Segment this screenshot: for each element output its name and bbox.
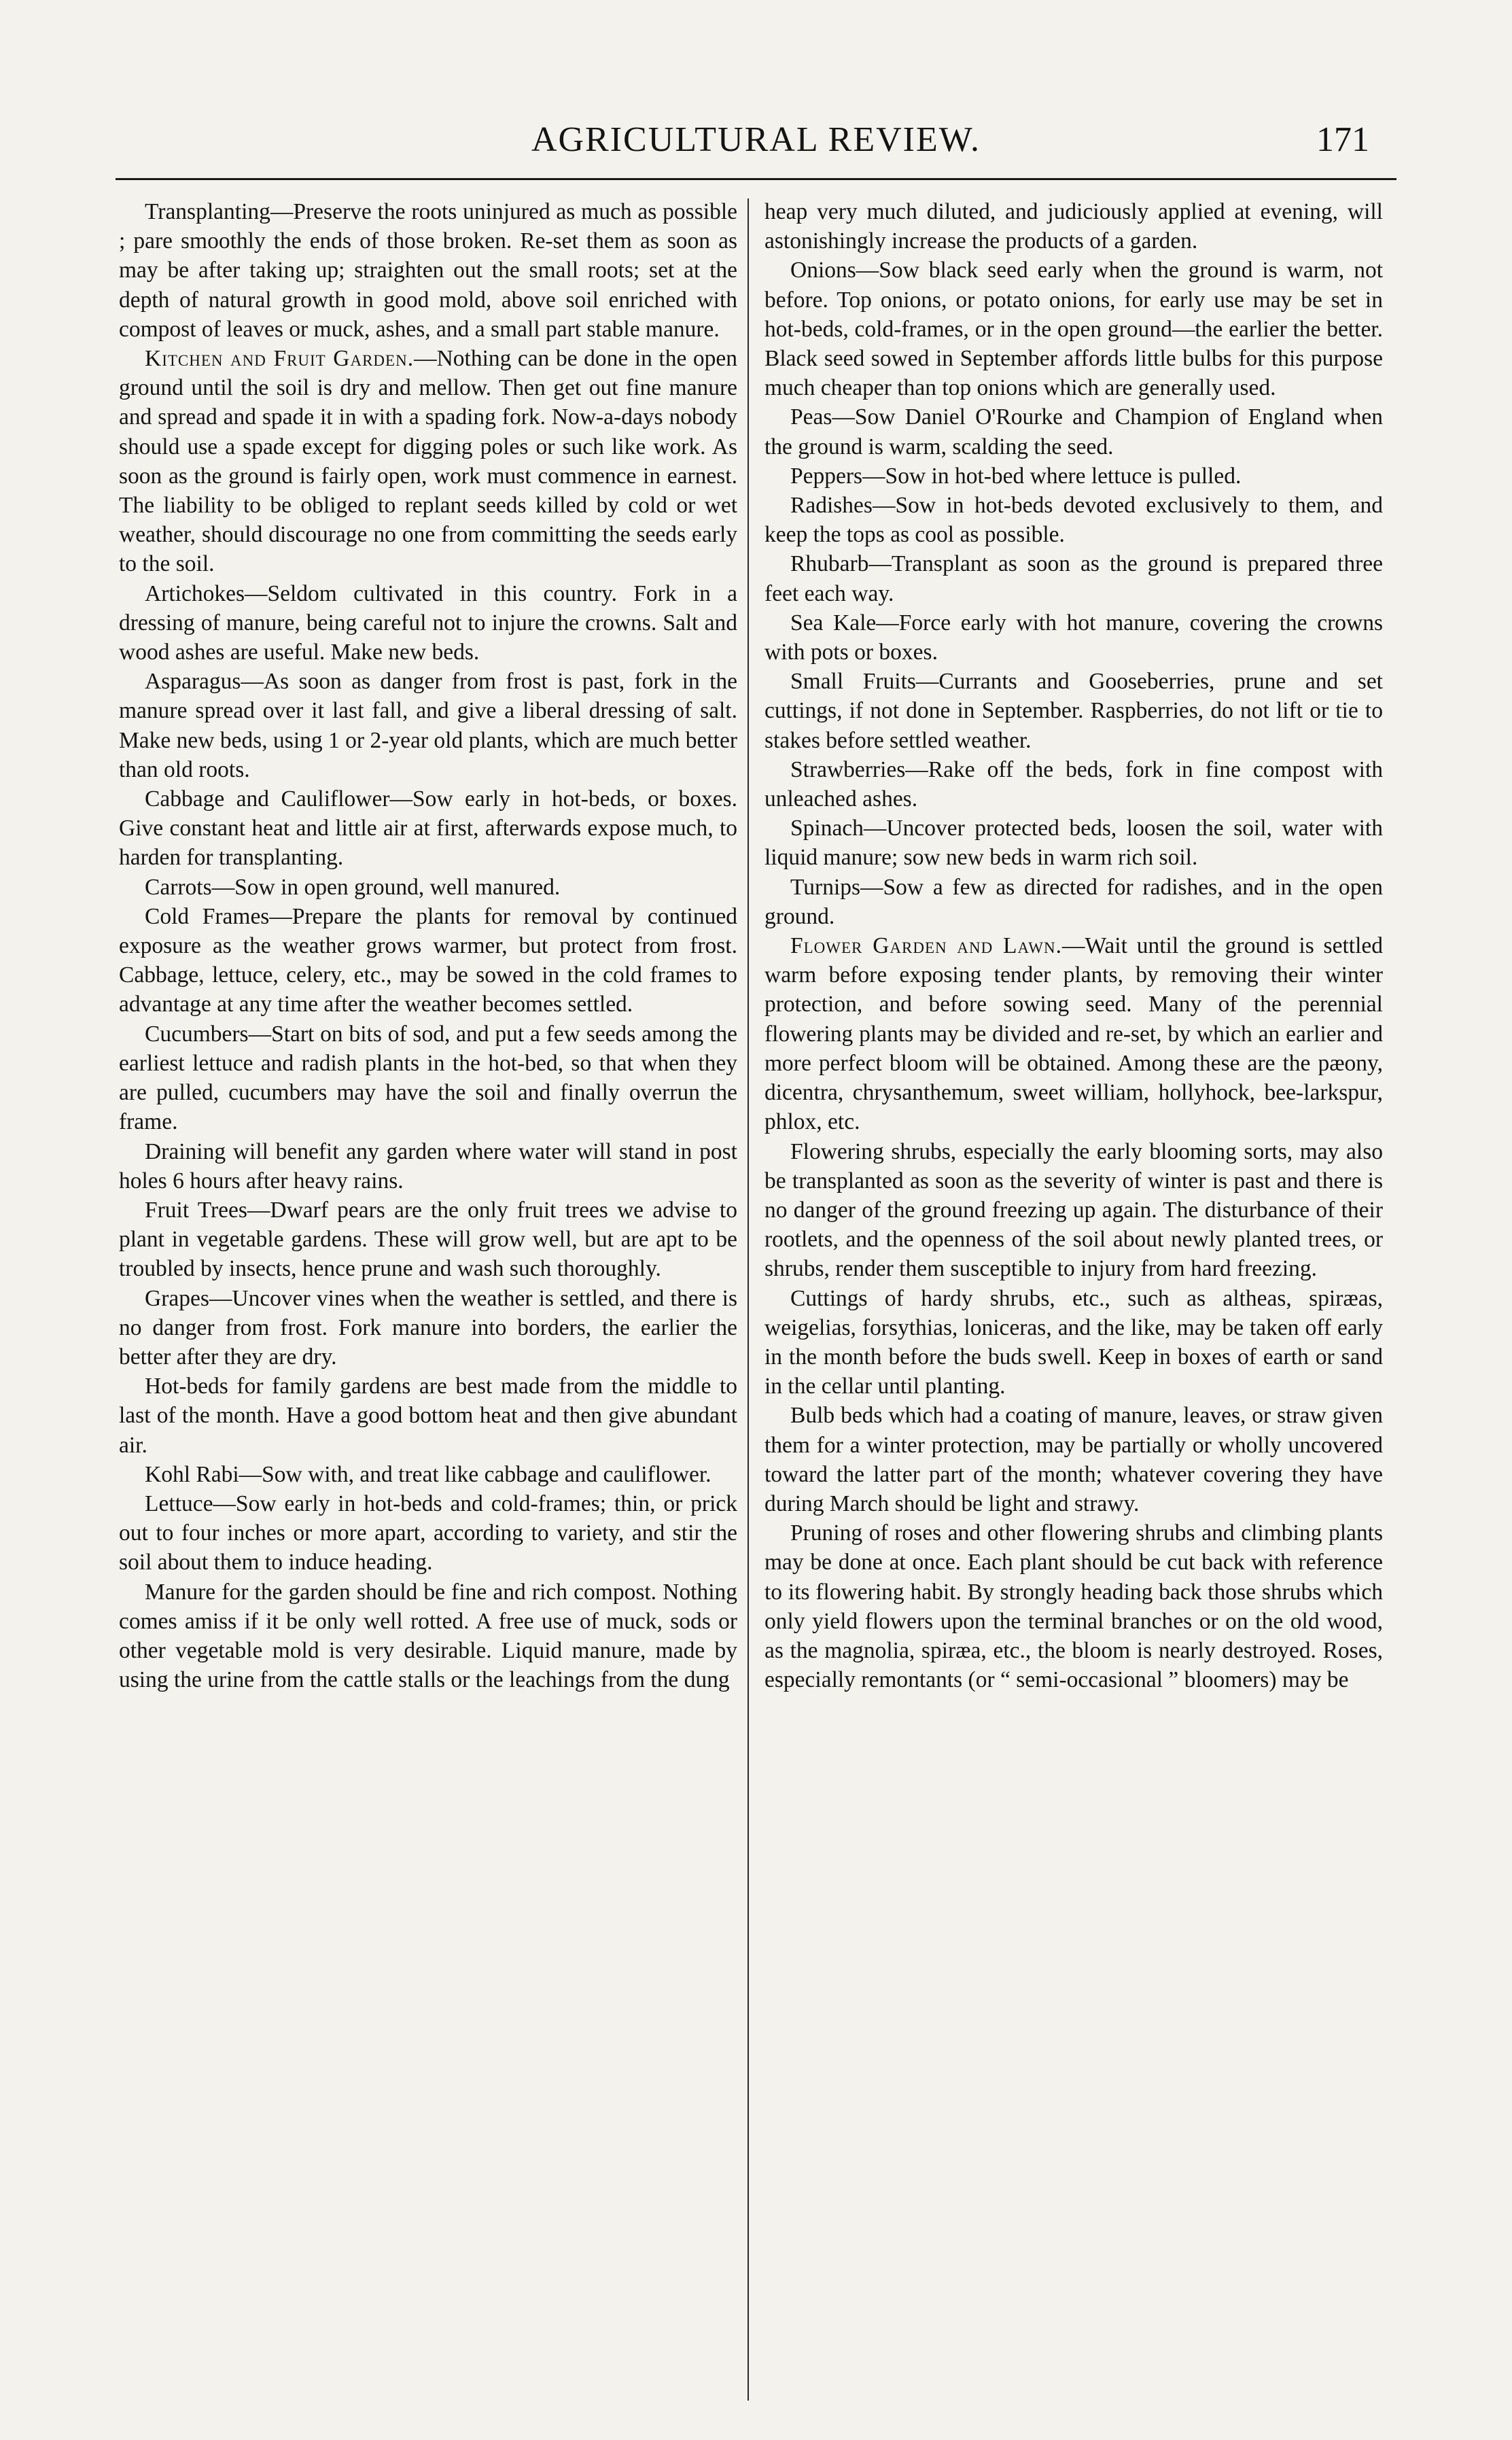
paragraph-manure: Manure for the garden should be fine and rich compost. Nothing comes amiss if it be only well rotted. A free use of muck, sods or other vegetable mold is very desirable. Liquid manure, made by using the urine from the cattle stalls or the leachings from the dung [119, 1579, 737, 1693]
paragraph-manure-continued: heap very much diluted, and judiciously applied at evening, will astonishingly increase the products of a garden. [764, 199, 1383, 254]
header-rule [116, 178, 1396, 180]
paragraph-asparagus: Asparagus—As soon as danger from frost is past, fork in the manure spread over it last fall, and give a liberal dressing of salt. Make new beds, using 1 or 2-year old plants, which are much better than old roots. [119, 669, 737, 782]
paragraph-cabbage: Cabbage and Cauliflower—Sow early in hot-beds, or boxes. Give constant heat and little air at first, afterwards expose much, to harden for transplanting. [119, 786, 737, 871]
left-column [119, 197, 737, 2413]
section-body-flower-garden-lawn: —Wait until the ground is settled warm before exposing tender plants, by removing their winter protection, and before sowing seed. Many of the perennial flowering plants may be divided and re-set, by which an earlier and more perfect bloom will be obtained. Among these are the pæony, dicentra, chrysanthemum, sweet william, hollyhock, bee-larkspur, phlox, etc. [764, 933, 1383, 1135]
paragraph-peppers: Peppers—Sow in hot-bed where lettuce is pulled. [790, 463, 1242, 489]
paragraph-grapes: Grapes—Uncover vines when the weather is settled, and there is no danger from frost. Fork manure into borders, the earlier the better after they are dry. [119, 1285, 737, 1370]
paragraph-sea-kale: Sea Kale—Force early with hot manure, covering the crowns with pots or boxes. [764, 610, 1383, 665]
paragraph-lettuce: Lettuce—Sow early in hot-beds and cold-frames; thin, or prick out to four inches or more apart, according to variety, and stir the soil about them to induce heading. [119, 1491, 737, 1575]
paragraph-spinach: Spinach—Uncover protected beds, loosen the soil, water with liquid manure; sow new beds in warm rich soil. [764, 816, 1383, 871]
paragraph-flowering-shrubs: Flowering shrubs, especially the early blooming sorts, may also be transplanted as soon as the severity of winter is past and there is no danger of the ground freezing up again. The disturbance of their rootlets, and the openness of the soil about newly planted trees, or shrubs, render them susceptible to injury from hard freezing. [764, 1138, 1383, 1282]
paragraph-flower-garden-lawn [764, 931, 1383, 1136]
paragraph-draining: Draining will benefit any garden where water will stand in post holes 6 hours after heavy rains. [119, 1138, 737, 1193]
page-number: 171 [1316, 120, 1369, 159]
right-column [764, 197, 1383, 2413]
paragraph-onions: Onions—Sow black seed early when the ground is warm, not before. Top onions, or potato onions, for early use may be set in hot-beds, cold-frames, or in the open ground—the earlier the better. Black seed sowed in September affords little bulbs for this purpose much cheaper than top onions which are generally used. [764, 258, 1383, 401]
section-heading-kitchen-fruit-garden: Kitchen and Fruit Garden. [145, 346, 415, 372]
paragraph-cold-frames: Cold Frames—Prepare the plants for removal by continued exposure as the weather grows warmer, but protect from frost. Cabbage, lettuce, celery, etc., may be sowed in the cold frames to advantage at any time after the weather becomes settled. [119, 903, 737, 1017]
paragraph-cuttings: Cuttings of hardy shrubs, etc., such as altheas, spiræas, weigelias, forsythias, loniceras, and the like, may be taken off early in the month before the buds swell. Keep in boxes of earth or sand in the cellar until planting. [764, 1285, 1383, 1399]
column-divider [748, 198, 749, 2401]
paragraph-peas: Peas—Sow Daniel O'Rourke and Champion of England when the ground is warm, scalding the seed. [764, 404, 1383, 459]
paragraph-transplanting: Transplanting—Preserve the roots uninjured as much as possible ; pare smoothly the ends of those broken. Re-set them as soon as may be after taking up; straighten out the small roots; set at the depth of natural growth in good mold, above soil enriched with compost of leaves or muck, ashes, and a small part stable manure. [119, 199, 737, 342]
paragraph-fruit-trees: Fruit Trees—Dwarf pears are the only fruit trees we advise to plant in vegetable gardens. These will grow well, but are apt to be troubled by insects, hence prune and wash such thoroughly. [119, 1197, 737, 1282]
paragraph-bulb-beds: Bulb beds which had a coating of manure, leaves, or straw given them for a winter protection, may be partially or wholly uncovered toward the latter part of the month; whatever covering they have during March should be light and strawy. [764, 1403, 1383, 1516]
paragraph-turnips: Turnips—Sow a few as directed for radishes, and in the open ground. [764, 874, 1383, 929]
section-heading-flower-garden-lawn: Flower Garden and Lawn. [790, 933, 1062, 959]
paragraph-rhubarb: Rhubarb—Transplant as soon as the ground is prepared three feet each way. [764, 551, 1383, 606]
paragraph-small-fruits: Small Fruits—Currants and Gooseberries, prune and set cuttings, if not done in September. Raspberries, do not lift or tie to stakes before settled weather. [764, 669, 1383, 753]
paragraph-pruning: Pruning of roses and other flowering shrubs and climbing plants may be done at once. Each plant should be cut back with reference to its flowering habit. By strongly heading back those shrubs which only yield flowers upon the terminal branches or on the old wood, as the magnolia, spiræa, etc., the bloom is nearly destroyed. Roses, especially remontants (or “ semi-occasional ” bloomers) may be [764, 1520, 1383, 1693]
paragraph-cucumbers: Cucumbers—Start on bits of sod, and put a few seeds among the earliest lettuce and radish plants in the hot-bed, so that when they are pulled, cucumbers may have the soil and finally overrun the frame. [119, 1021, 737, 1135]
paragraph-carrots: Carrots—Sow in open ground, well manured. [145, 874, 561, 900]
paragraph-strawberries: Strawberries—Rake off the beds, fork in fine compost with unleached ashes. [764, 756, 1383, 812]
running-title: AGRICULTURAL REVIEW. [531, 120, 981, 159]
paragraph-hot-beds: Hot-beds for family gardens are best made from the middle to last of the month. Have a good bottom heat and then give abundant air. [119, 1374, 737, 1458]
section-body-kitchen-fruit-garden: —Nothing can be done in the open ground until the soil is dry and mellow. Then get out fine manure and spread and spade it in with a spading fork. Now-a-days nobody should use a spade except for digging poles or such like work. As soon as the ground is fairly open, work must commence in earnest. The liability to be obliged to replant seeds killed by cold or wet weather, should discourage no one from committing the seeds early to the soil. [119, 346, 737, 577]
paragraph-kitchen-fruit-garden [119, 344, 737, 579]
paragraph-artichokes: Artichokes—Seldom cultivated in this country. Fork in a dressing of manure, being careful not to injure the crowns. Salt and wood ashes are useful. Make new beds. [119, 580, 737, 665]
running-head [0, 0, 1512, 170]
paragraph-radishes: Radishes—Sow in hot-beds devoted exclusively to them, and keep the tops as cool as possible. [764, 493, 1383, 548]
paragraph-kohl-rabi: Kohl Rabi—Sow with, and treat like cabbage and cauliflower. [145, 1461, 711, 1487]
